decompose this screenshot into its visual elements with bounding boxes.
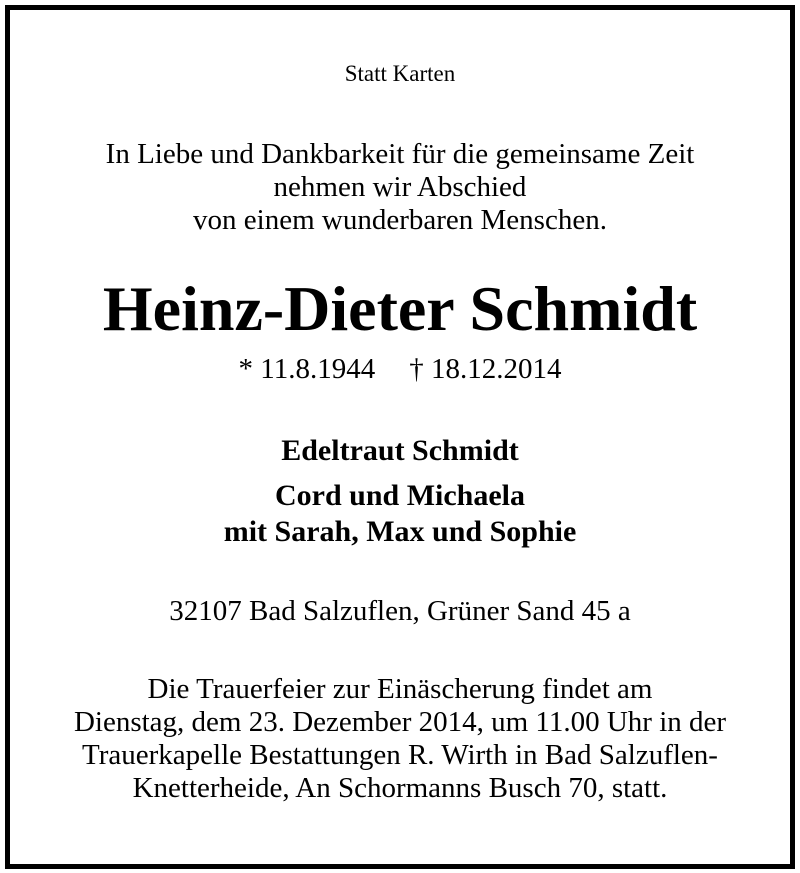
header-statt-karten: Statt Karten [344,61,456,86]
service-line-2: Dienstag, dem 23. Dezember 2014, um 11.00 Uhr in der [73,706,727,738]
service-line-3: Trauerkapelle Bestattungen R. Wirth in Bad Salzuflen- [82,739,718,771]
mourner-line-2: Cord und Michaela [274,479,526,512]
deceased-name: Heinz-Dieter Schmidt [102,273,698,344]
mourner-line-1: Edeltraut Schmidt [281,434,519,467]
birth-date: * 11.8.1944 [238,353,376,385]
opening-line-2: nehmen wir Abschied [273,171,527,203]
service-line-4: Knetterheide, An Schormanns Busch 70, statt. [132,772,668,804]
opening-line-3: von einem wunderbaren Menschen. [193,204,607,236]
mourner-line-3: mit Sarah, Max und Sophie [223,515,577,548]
service-line-1: Die Trauerfeier zur Einäscherung findet am [147,673,653,705]
opening-line-1: In Liebe und Dankbarkeit für die gemeinsame Zeit [105,138,695,170]
death-date: † 18.12.2014 [409,353,562,385]
family-address: 32107 Bad Salzuflen, Grüner Sand 45 a [169,595,631,627]
life-dates [0,355,800,384]
